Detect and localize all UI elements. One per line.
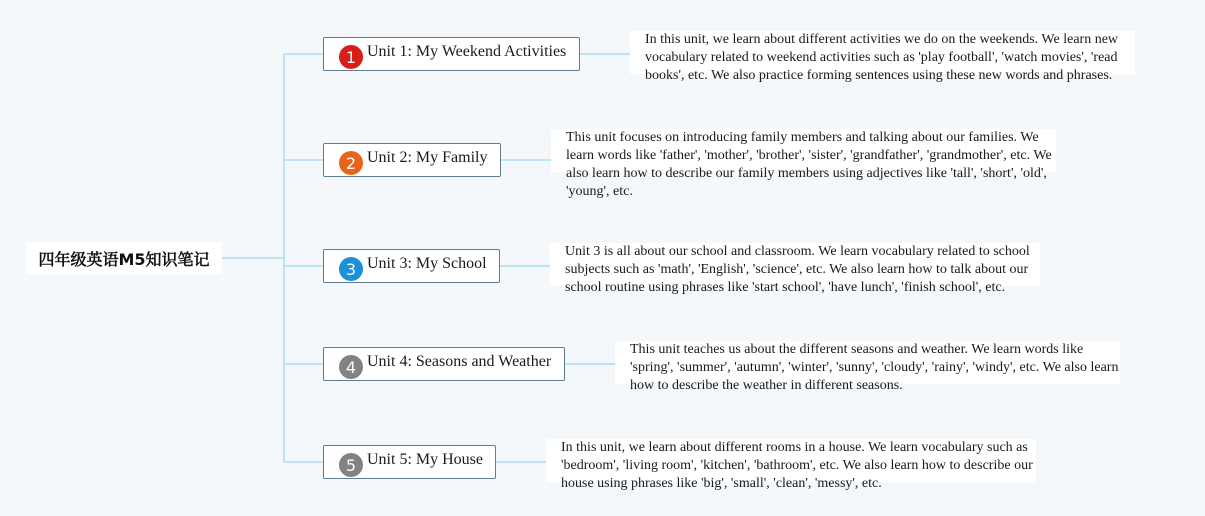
- unit-2-node[interactable]: [323, 143, 501, 177]
- number-1-icon: 1: [339, 45, 363, 69]
- unit-4-node[interactable]: [323, 347, 565, 381]
- unit-3-description: Unit 3 is all about our school and classroom. We learn vocabulary related to school subjects such as 'math', 'English', 'science', etc. We also learn how to talk about our school routine using phrases like 'start school', 'have lunch', 'finish school', etc.: [550, 243, 1040, 286]
- unit-4-label: Unit 4: Seasons and Weather: [367, 353, 552, 370]
- unit-2-label: Unit 2: My Family: [367, 149, 488, 166]
- unit-2-description: This unit focuses on introducing family members and talking about our families. We learn words like 'father', 'mother', 'brother', 'sister', 'grandfather', 'grandmother', etc. We also learn how to describe our family members using adjectives like 'tall', 'short', 'old', 'young', etc.: [551, 129, 1056, 172]
- unit-4-description: This unit teaches us about the different seasons and weather. We learn words like 'spring', 'summer', 'autumn', 'winter', 'sunny', 'cloudy', 'rainy', 'windy', etc. We also learn how to describe the weather in different seasons.: [615, 341, 1120, 384]
- root-title: 四年级英语M5知识笔记: [38, 249, 210, 269]
- unit-1-description: In this unit, we learn about different activities we do on the weekends. We learn new vocabulary related to weekend activities such as 'play football', 'watch movies', 'read books', etc. We also practice forming sentences using these new words and phrases.: [630, 31, 1135, 74]
- unit-1-node[interactable]: [323, 37, 580, 71]
- number-2-icon: 2: [339, 151, 363, 175]
- unit-3-label: Unit 3: My School: [367, 255, 487, 272]
- unit-3-node[interactable]: [323, 249, 500, 283]
- number-3-icon: 3: [339, 257, 363, 281]
- number-4-icon: 4: [339, 355, 363, 379]
- unit-5-node[interactable]: [323, 445, 496, 479]
- unit-5-label: Unit 5: My House: [367, 451, 483, 468]
- unit-5-description: In this unit, we learn about different rooms in a house. We learn vocabulary such as 'bedroom', 'living room', 'kitchen', 'bathroom', etc. We also learn how to describe our house using phrases like 'big', 'small', 'clean', 'messy', etc.: [546, 439, 1036, 482]
- root-topic[interactable]: [26, 242, 222, 274]
- unit-1-label: Unit 1: My Weekend Activities: [367, 43, 567, 60]
- number-5-icon: 5: [339, 453, 363, 477]
